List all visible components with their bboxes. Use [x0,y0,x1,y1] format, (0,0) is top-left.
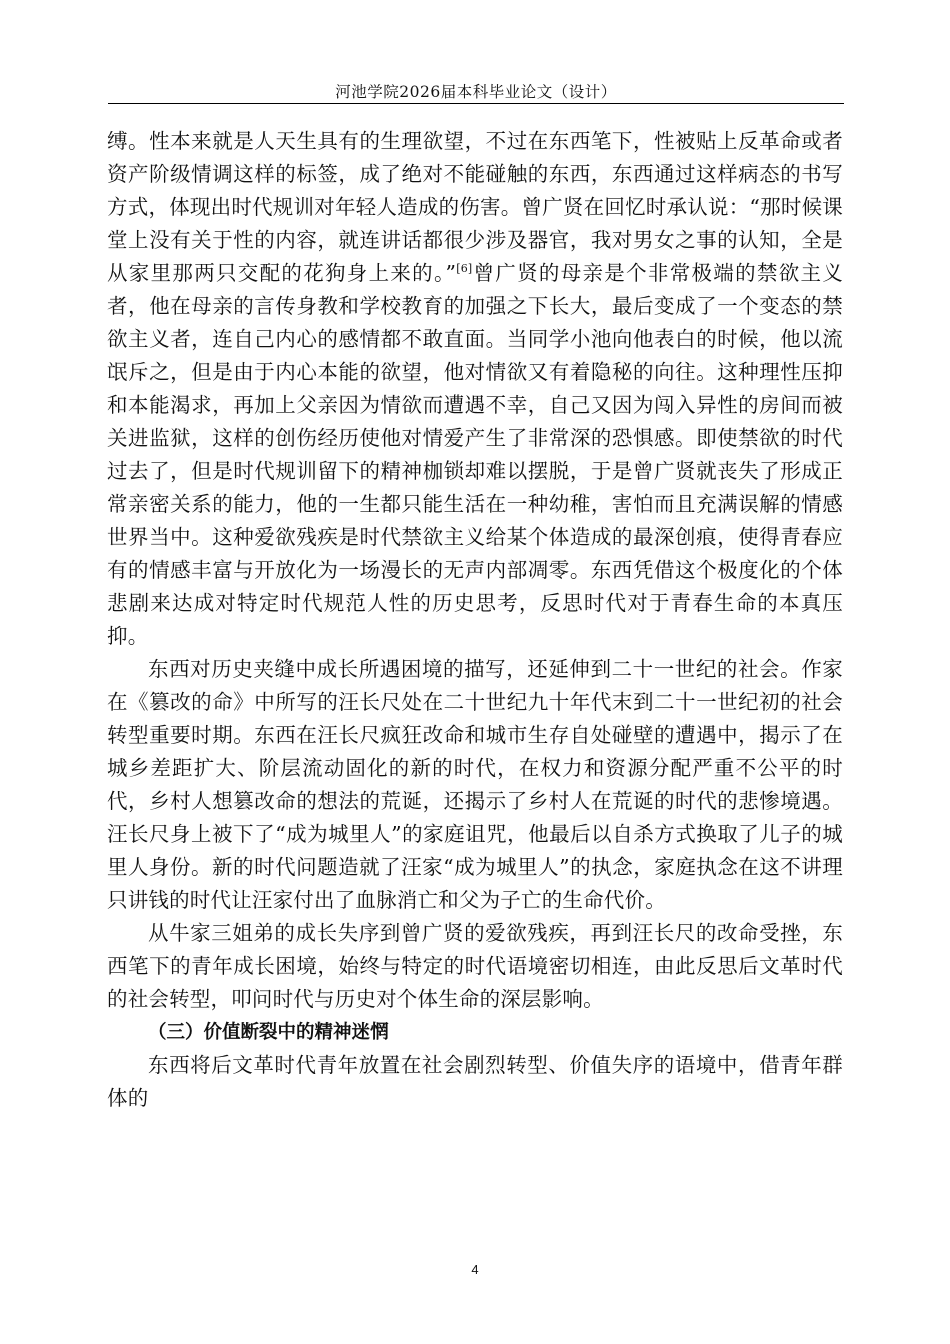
paragraph-1-text-b: 曾广贤的母亲是个非常极端的禁欲主义者，他在母亲的言传身教和学校教育的加强之下长大，最后变成了一个变态的禁欲主义者，连自己内心的感情都不敢直面。当同学小池向他表白的时候，他以流氓斥之，但是由于内心本能的欲望，他对情欲又有着隐秘的向往。这种理性压抑和本能渴求，再加上父亲因为情欲而遭遇不幸，自己又因为闯入异性的房间而被关进监狱，这样的创伤经历使他对情爱产生了非常深的恐惧感。即使禁欲的时代过去了，但是时代规训留下的精神枷锁却难以摆脱，于是曾广贤就丧失了形成正常亲密关系的能力，他的一生都只能生活在一种幼稚，害怕而且充满误解的情感世界当中。这种爱欲残疾是时代禁欲主义给某个体造成的最深创痕，使得青春应有的情感丰富与开放化为一场漫长的无声内部凋零。东西凭借这个极度化的个体悲剧来达成对特定时代规范人性的历史思考，反思时代对于青春生命的本真压抑。 [107,261,843,648]
paragraph-2: 东西对历史夹缝中成长所遇困境的描写，还延伸到二十一世纪的社会。作家在《篡改的命》中所写的汪长尺处在二十世纪九十年代末到二十一世纪初的社会转型重要时期。东西在汪长尺疯狂改命和城市生存自处碰壁的遭遇中，揭示了在城乡差距扩大、阶层流动固化的新的时代，在权力和资源分配严重不公平的时代，乡村人想篡改命的想法的荒诞，还揭示了乡村人在荒诞的时代的悲惨境遇。汪长尺身上被下了“成为城里人”的家庭诅咒，他最后以自杀方式换取了儿子的城里人身份。新的时代问题造就了汪家“成为城里人”的执念，家庭执念在这不讲理只讲钱的时代让汪家付出了血脉消亡和父为子亡的生命代价。 [107,657,843,912]
paragraph-1-text-a: 缚。性本来就是人天生具有的生理欲望，不过在东西笔下，性被贴上反革命或者资产阶级情调这样的标签，成了绝对不能碰触的东西，东西通过这样病态的书写方式，体现出时代规训对年轻人造成的伤害。曾广贤在回忆时承认说：“那时候课堂上没有关于性的内容，就连讲话都很少涉及器官，我对男女之事的认知，全是从家里那两只交配的花狗身上来的。” [107,129,843,285]
page-header: 河池学院2026届本科毕业论文（设计） [335,83,617,101]
paragraph-1 [107,125,843,653]
citation-marker: [6] [456,262,473,276]
document-body [107,125,843,1115]
page-number: 4 [471,1262,479,1277]
paragraph-3: 从牛家三姐弟的成长失序到曾广贤的爱欲残疾，再到汪长尺的改命受挫，东西笔下的青年成长困境，始终与特定的时代语境密切相连，由此反思后文革时代的社会转型，叩问时代与历史对个体生命的深层影响。 [107,921,843,1011]
header-rule [108,103,844,104]
paragraph-4: 东西将后文革时代青年放置在社会剧烈转型、价值失序的语境中，借青年群体的 [107,1053,843,1110]
section-heading: （三）价值断裂中的精神迷惘 [148,1022,389,1043]
